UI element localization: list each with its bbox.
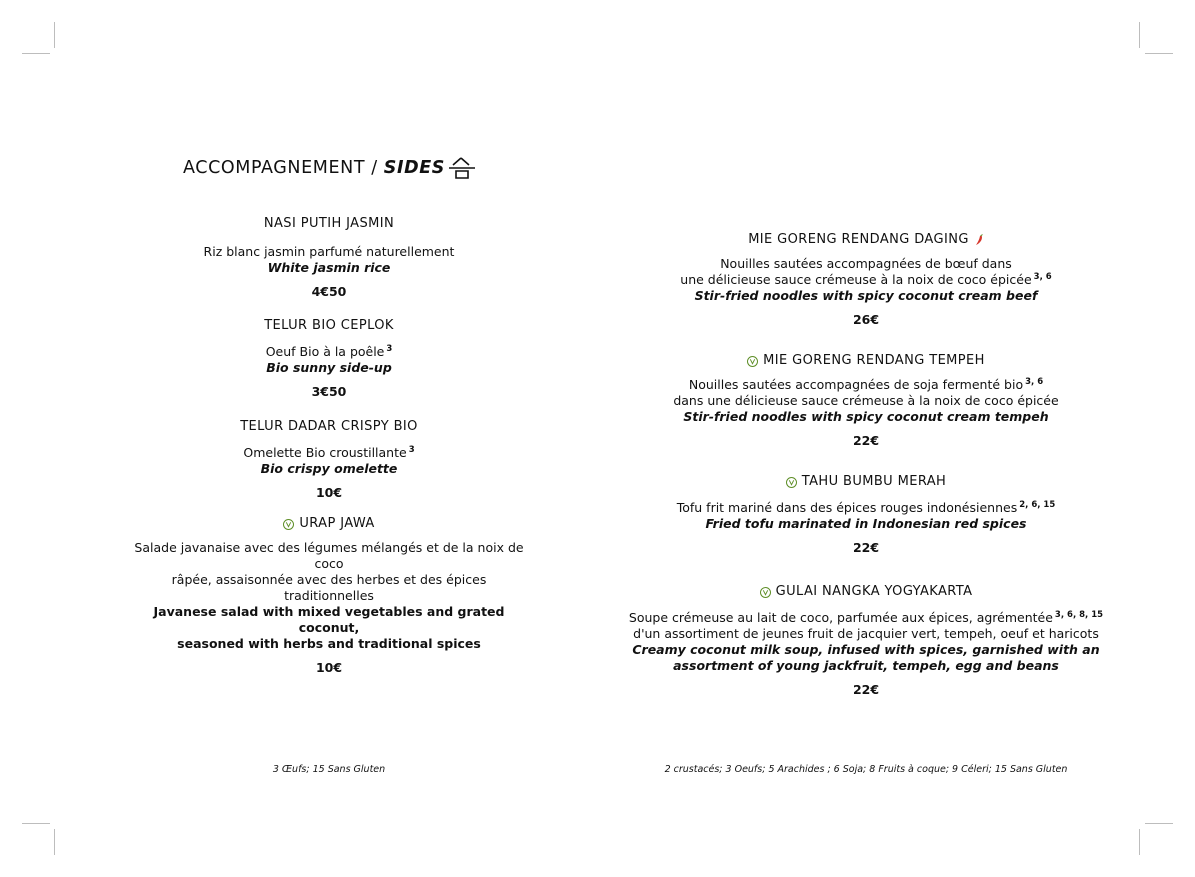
dish-description: Soupe crémeuse au lait de coco, parfumée aux épices, agrémentée $^{3, 6, 8, 15}$ [628,610,1104,625]
crop-mark [54,22,55,48]
menu-item [628,232,1104,328]
dish-name: NASI PUTIH JASMIN [263,216,395,231]
dish-english: assortment of young jackfruit, tempeh, egg and beans [673,658,1059,673]
menu-item [128,216,530,300]
right-menu-column [628,0,1104,877]
left-menu-column [128,0,530,877]
dish-name: GULAI NANGKA YOGYAKARTA [628,584,1104,600]
vegan-leaf-icon [747,356,758,367]
dish-english: Stir-fried noodles with spicy coconut cream beef [694,288,1038,303]
dish-english: Creamy coconut milk soup, infused with spices, garnished with an [632,642,1100,657]
title-main: ACCOMPAGNEMENT / [183,158,378,178]
dish-price: 10€ [315,485,343,500]
menu-item [128,516,530,676]
allergen-codes: 3 [408,445,415,455]
crop-mark [22,823,50,824]
dish-name: MIE GORENG RENDANG DAGING [628,232,1104,248]
allergen-footnote: 2 crustacés; 3 Oeufs; 5 Arachides ; 6 Soja; 8 Fruits à coque; 9 Céleri; 15 Sans Gluten [664,764,1068,775]
dish-description: Oeuf Bio à la poêle $^3$ [265,344,393,359]
vegan-leaf-icon [786,477,797,488]
dish-english: Fried tofu marinated in Indonesian red spices [705,516,1027,531]
allergen-footnote: 3 Œufs; 15 Sans Gluten [272,764,386,775]
dish-english: Bio crispy omelette [260,461,398,476]
menu-item [628,584,1104,698]
dish-name: TAHU BUMBU MERAH [628,474,1104,490]
title-sides: SIDES [383,158,445,178]
menu-item [628,353,1104,449]
dish-name: MIE GORENG RENDANG TEMPEH [628,353,1104,369]
dish-price: 26€ [852,312,880,327]
crop-mark [1145,53,1173,54]
crop-mark [1139,22,1140,48]
crop-mark [1145,823,1173,824]
dish-description: râpée, assaisonnée avec des herbes et des épices traditionnelles [171,572,487,603]
dish-description: Riz blanc jasmin parfumé naturellement [203,244,455,259]
dish-description: une délicieuse sauce crémeuse à la noix de coco épicée $^{3, 6}$ [680,272,1052,287]
crop-mark [54,829,55,855]
dish-description: Tofu frit mariné dans des épices rouges indonésiennes $^{2, 6, 15}$ [676,500,1056,515]
dish-name: TELUR BIO CEPLOK [264,318,394,333]
dish-price: 22€ [852,540,880,555]
dish-english: Stir-fried noodles with spicy coconut cream tempeh [683,409,1049,424]
chili-pepper-icon [974,234,984,246]
dish-english: Javanese salad with mixed vegetables and grated coconut, [153,604,505,635]
allergen-codes: 3, 6 [1033,272,1052,282]
dish-description: Nouilles sautées accompagnées de soja fermenté bio $^{3, 6}$ [688,377,1044,392]
dish-name: TELUR DADAR CRISPY BIO [240,419,418,434]
menu-item [628,474,1104,556]
dish-description: d'un assortiment de jeunes fruit de jacquier vert, tempeh, oeuf et haricots [633,626,1099,641]
crop-mark [1139,829,1140,855]
dish-english: White jasmin rice [267,260,391,275]
dish-description: Nouilles sautées accompagnées de bœuf dans [720,256,1012,271]
dish-price: 22€ [852,682,880,697]
menu-item [128,419,530,501]
vegan-leaf-icon [760,587,771,598]
dish-description: dans une délicieuse sauce crémeuse à la noix de coco épicée [673,393,1059,408]
dish-description: Salade javanaise avec des légumes mélangés et de la noix de coco [134,540,524,571]
dish-english: Bio sunny side-up [266,360,392,375]
allergen-codes: 2, 6, 15 [1019,500,1056,510]
allergen-codes: 3 [386,344,393,354]
dish-price: 4€50 [311,284,347,299]
allergen-codes: 3, 6 [1025,377,1044,387]
dish-english: seasoned with herbs and traditional spices [177,636,481,651]
crop-mark [22,53,50,54]
dish-price: 3€50 [311,384,347,399]
vegan-leaf-icon [283,519,294,530]
dish-price: 22€ [852,433,880,448]
dish-price: 10€ [315,660,343,675]
allergen-codes: 3, 6, 8, 15 [1054,610,1104,620]
dish-name: URAP JAWA [128,516,530,532]
menu-item [128,318,530,400]
dish-description: Omelette Bio croustillante $^3$ [243,445,415,460]
